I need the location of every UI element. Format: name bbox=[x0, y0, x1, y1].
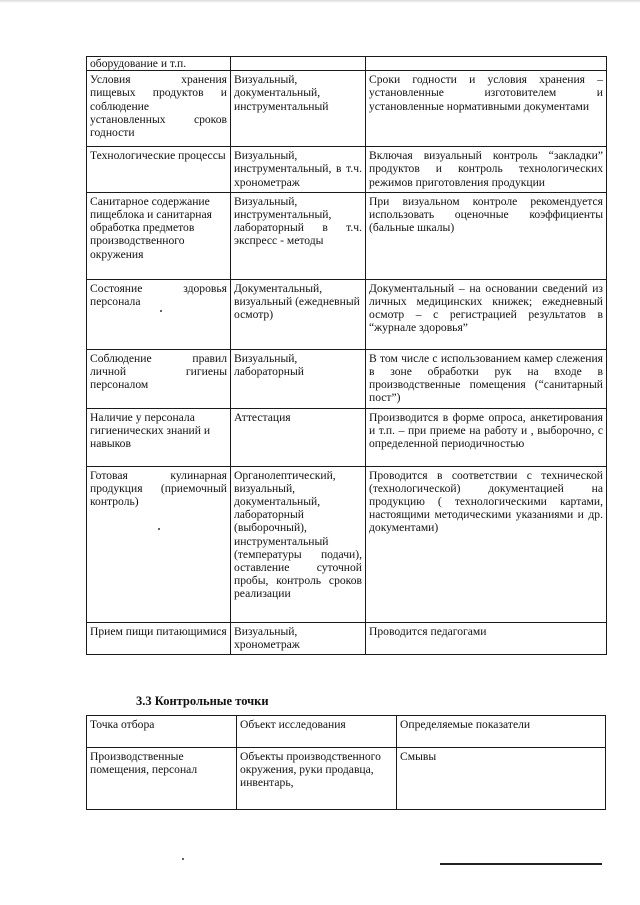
control-method-cell: Аттестация bbox=[231, 408, 366, 466]
control-note-cell: Включая визуальный контроль “закладки” продуктов и контроль технологических режимов приготовления продукции bbox=[366, 147, 607, 193]
control-method-cell: Визуальный, лабораторный bbox=[231, 349, 366, 408]
control-note-cell: В том числе с использованием камер слежения в зоне обработки рук на входе в производственные помещения (“санитарный пост”) bbox=[366, 349, 607, 408]
table-row bbox=[87, 57, 607, 71]
header-object: Объект исследования bbox=[237, 716, 397, 748]
table-row bbox=[87, 408, 607, 466]
scan-edge bbox=[0, 0, 640, 3]
section-heading: 3.3 Контрольные точки bbox=[136, 694, 269, 708]
control-method-cell: Визуальный, инструментальный, лабораторный в т.ч. экспресс - методы bbox=[231, 192, 366, 279]
control-note-cell: Проводится в соответствии с технической (технологической) документацией на продукцию ( технологическими картами, настоящими методическими указаниями и др. документами) bbox=[366, 466, 607, 622]
control-note-cell bbox=[366, 57, 607, 71]
control-object-cell: Состояние здоровья персонала bbox=[87, 279, 231, 349]
control-note-cell: Проводится педагогами bbox=[366, 622, 607, 654]
header-point: Точка отбора bbox=[87, 716, 237, 748]
control-object-cell: Технологические процессы bbox=[87, 147, 231, 193]
control-object-cell: Готовая кулинарная продукция (приемочный контроль) bbox=[87, 466, 231, 622]
control-object-cell: Наличие у персонала гигиенических знаний и навыков bbox=[87, 408, 231, 466]
control-note-cell: При визуальном контроле рекомендуется использовать оценочные коэффициенты (бальные шкалы) bbox=[366, 192, 607, 279]
scan-speck bbox=[182, 858, 184, 860]
table-row bbox=[87, 71, 607, 147]
header-indicators: Определяемые показатели bbox=[397, 716, 606, 748]
table-row bbox=[87, 147, 607, 193]
control-method-cell: Документальный, визуальный (ежедневный осмотр) bbox=[231, 279, 366, 349]
control-note-cell: Документальный – на основании сведений из личных медицинских книжек; ежедневный осмотр – с регистрацией результатов в “журнале здоровья” bbox=[366, 279, 607, 349]
indicators-cell: Смывы bbox=[397, 748, 606, 810]
control-object-cell: Санитарное содержание пищеблока и санитарная обработка предметов производственного окружения bbox=[87, 192, 231, 279]
control-method-cell: Визуальный, документальный, инструментальный bbox=[231, 71, 366, 147]
control-methods-table bbox=[86, 56, 607, 655]
footer-rule bbox=[440, 863, 602, 865]
control-object-cell: Условия хранения пищевых продуктов и соблюдение установленных сроков годности bbox=[87, 71, 231, 147]
table-row bbox=[87, 622, 607, 654]
table-row bbox=[87, 279, 607, 349]
control-method-cell bbox=[231, 57, 366, 71]
scan-speck bbox=[160, 310, 162, 312]
control-note-cell: Сроки годности и условия хранения – установленные изготовителем и установленные нормативными документами bbox=[366, 71, 607, 147]
control-note-cell: Производится в форме опроса, анкетирования и т.п. – при приеме на работу и , выборочно, с определенной периодичностью bbox=[366, 408, 607, 466]
point-cell: Производственные помещения, персонал bbox=[87, 748, 237, 810]
table-row bbox=[87, 192, 607, 279]
control-object-cell: оборудование и т.п. bbox=[87, 57, 231, 71]
control-object-cell: Соблюдение правил личной гигиены персоналом bbox=[87, 349, 231, 408]
table-header-row bbox=[87, 716, 606, 748]
control-method-cell: Визуальный, инструментальный, в т.ч. хронометраж bbox=[231, 147, 366, 193]
control-method-cell: Визуальный, хронометраж bbox=[231, 622, 366, 654]
table-row bbox=[87, 748, 606, 810]
control-points-table bbox=[86, 715, 606, 810]
object-cell: Объекты производственного окружения, руки продавца, инвентарь, bbox=[237, 748, 397, 810]
scan-speck bbox=[158, 528, 160, 530]
table-row bbox=[87, 466, 607, 622]
control-object-cell: Прием пищи питающимися bbox=[87, 622, 231, 654]
table-row bbox=[87, 349, 607, 408]
control-method-cell: Органолептический, визуальный, документальный, лабораторный (выборочный), инструментальный (температуры подачи), оставление суточной пробы, контроль сроков реализации bbox=[231, 466, 366, 622]
